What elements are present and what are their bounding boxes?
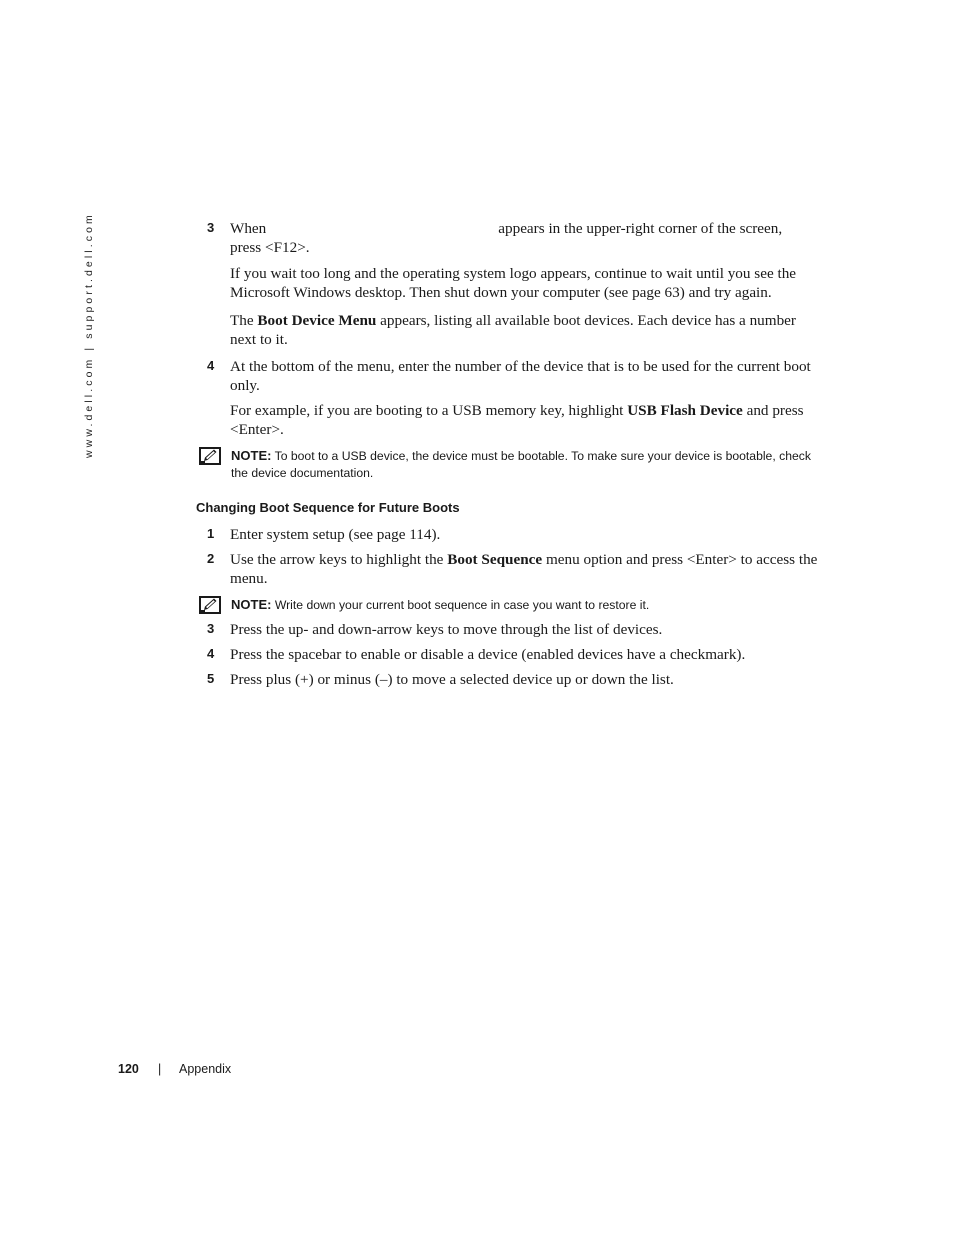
step-number: 2 xyxy=(207,551,215,566)
note-text: To boot to a USB device, the device must be bootable. To make sure your device is bootable, check the device documentation. xyxy=(231,449,811,480)
text-fragment: Use the arrow keys to highlight the xyxy=(230,551,448,568)
footer-separator: | xyxy=(158,1062,162,1076)
note-label: NOTE: xyxy=(231,448,272,463)
text-fragment: The xyxy=(230,312,258,329)
paragraph-boot-device-menu xyxy=(230,311,820,349)
step-number: 1 xyxy=(207,526,215,541)
usb-flash-device-label: USB Flash Device xyxy=(627,402,743,419)
paragraph-usb-example xyxy=(230,401,820,439)
step-text-post: appears in the upper-right corner of the screen, xyxy=(498,220,783,237)
note-text: Write down your current boot sequence in case you want to restore it. xyxy=(271,598,650,612)
text-fragment: menu option and press <Enter> to access the menu. xyxy=(230,551,818,587)
text-fragment: For example, if you are booting to a USB memory key, highlight xyxy=(230,402,628,419)
note-label: NOTE: xyxy=(231,597,272,612)
step-number: 4 xyxy=(207,358,215,373)
step-text-line2: press <F12>. xyxy=(230,239,310,256)
step-text-pre: When xyxy=(230,220,267,237)
step-number: 3 xyxy=(207,621,215,636)
step-text xyxy=(230,550,820,588)
step-text: Press the up- and down-arrow keys to move through the list of devices. xyxy=(230,621,663,638)
boot-device-menu-label: Boot Device Menu xyxy=(257,312,377,329)
section-heading: Changing Boot Sequence for Future Boots xyxy=(196,500,460,515)
step-text: Press plus (+) or minus (–) to move a selected device up or down the list. xyxy=(230,671,674,688)
step-number: 4 xyxy=(207,646,215,661)
step-number: 5 xyxy=(207,671,215,686)
text-fragment: appears, listing all available boot devices. Each device has a number next to it. xyxy=(230,312,796,348)
page-number: 120 xyxy=(118,1062,139,1076)
footer-section-title: Appendix xyxy=(179,1062,232,1076)
step-text: At the bottom of the menu, enter the number of the device that is to be used for the current boot only. xyxy=(230,358,811,394)
sidebar-url: www.dell.com | support.dell.com xyxy=(83,212,95,458)
step-text: Press the spacebar to enable or disable a device (enabled devices have a checkmark). xyxy=(230,646,746,663)
text-fragment: and press <Enter>. xyxy=(230,402,804,438)
pencil-note-icon xyxy=(199,596,221,614)
step-number: 3 xyxy=(207,220,215,235)
pencil-note-icon xyxy=(199,447,221,465)
paragraph-wait: If you wait too long and the operating system logo appears, continue to wait until you see the Microsoft Windows desktop. Then shut down your computer (see page 63) and try again. xyxy=(230,265,797,301)
boot-sequence-label: Boot Sequence xyxy=(447,551,543,568)
step-text: Enter system setup (see page 114). xyxy=(230,526,441,543)
